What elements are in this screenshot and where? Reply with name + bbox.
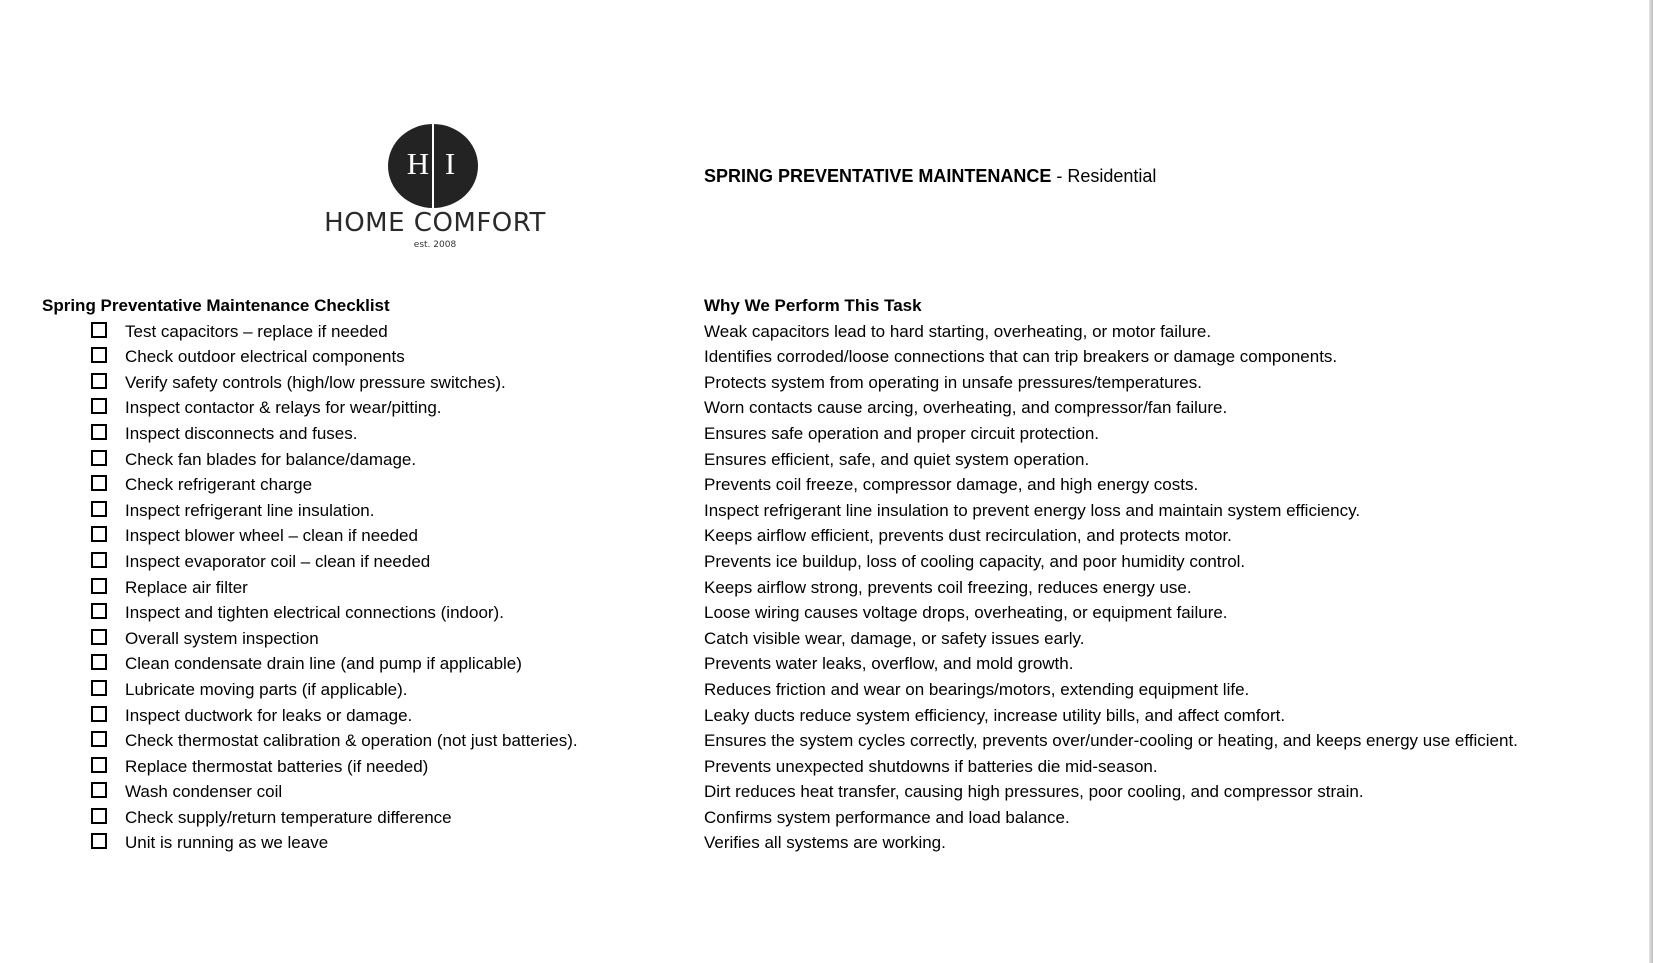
reason-item: Loose wiring causes voltage drops, overheating, or equipment failure. [704,603,1228,623]
checklist-item-label: Check thermostat calibration & operation (not just batteries). [125,731,578,751]
checklist-item [42,703,682,729]
checklist-item [42,395,682,421]
reason-item: Leaky ducts reduce system efficiency, increase utility bills, and affect comfort. [704,705,1286,725]
checklist-item-label: Verify safety controls (high/low pressure switches). [125,372,506,392]
reason-item: Keeps airflow strong, prevents coil freezing, reduces energy use. [704,577,1192,597]
checklist-item-label: Check outdoor electrical components [125,347,405,367]
reason-items [704,319,1584,856]
checklist-item-label: Wash condenser coil [125,782,283,802]
checklist-item [42,600,682,626]
checklist-item-label: Test capacitors – replace if needed [125,321,388,341]
maintenance-checklist [42,293,682,856]
checklist-item [42,728,682,754]
reason-item: Confirms system performance and load balance. [704,807,1070,827]
reason-item: Prevents water leaks, overflow, and mold growth. [704,654,1074,674]
reason-item: Prevents coil freeze, compressor damage, and high energy costs. [704,475,1199,495]
checklist-item-label: Inspect and tighten electrical connections (indoor). [125,603,504,623]
reason-item: Inspect refrigerant line insulation to prevent energy loss and maintain system efficiency. [704,500,1361,520]
home-comfort-logo [305,122,565,254]
page-edge [1649,0,1653,963]
checkbox[interactable] [91,654,107,670]
checkbox[interactable] [91,526,107,542]
checkbox[interactable] [91,578,107,594]
reason-item: Dirt reduces heat transfer, causing high pressures, poor cooling, and compressor strain. [704,782,1364,802]
checkbox[interactable] [91,424,107,440]
reason-item: Weak capacitors lead to hard starting, overheating, or motor failure. [704,321,1212,341]
checklist-heading: Spring Preventative Maintenance Checklist [42,296,390,315]
checkbox[interactable] [91,629,107,645]
checklist-item [42,370,682,396]
checklist-item-label: Check fan blades for balance/damage. [125,449,417,469]
checklist-item [42,754,682,780]
checklist-item [42,779,682,805]
task-reasons [704,293,1584,856]
checkbox[interactable] [91,757,107,773]
checkbox[interactable] [91,808,107,824]
checkbox[interactable] [91,706,107,722]
reason-item: Protects system from operating in unsafe pressures/temperatures. [704,372,1202,392]
checklist-item [42,498,682,524]
checklist-item-label: Clean condensate drain line (and pump if applicable) [125,654,522,674]
checkbox[interactable] [91,398,107,414]
reason-item: Ensures safe operation and proper circuit protection. [704,423,1100,443]
checklist-item [42,805,682,831]
checklist-item-label: Unit is running as we leave [125,833,329,853]
checklist-item-label: Replace thermostat batteries (if needed) [125,756,429,776]
document-title-main: SPRING PREVENTATIVE MAINTENANCE [704,166,1052,186]
checklist-items [42,319,682,856]
checklist-item [42,421,682,447]
checklist-item [42,472,682,498]
checklist-item-label: Overall system inspection [125,628,319,648]
checklist-item-label: Lubricate moving parts (if applicable). [125,679,408,699]
checkbox[interactable] [91,347,107,363]
reason-item: Identifies corroded/loose connections that can trip breakers or damage components. [704,347,1338,367]
checklist-item [42,319,682,345]
checkbox[interactable] [91,475,107,491]
checklist-item-label: Inspect contactor & relays for wear/pitting. [125,398,442,418]
document-title [704,164,1156,188]
checkbox[interactable] [91,450,107,466]
checkbox[interactable] [91,603,107,619]
reason-item: Keeps airflow efficient, prevents dust recirculation, and protects motor. [704,526,1232,546]
checkbox[interactable] [91,833,107,849]
logo-established: est. 2008 [413,240,457,250]
checklist-item-label: Inspect refrigerant line insulation. [125,500,375,520]
checkbox[interactable] [91,782,107,798]
logo-company-name: HOME COMFORT [324,208,546,238]
logo-circle [388,124,478,208]
reason-item: Ensures efficient, safe, and quiet system operation. [704,449,1090,469]
reason-item: Ensures the system cycles correctly, prevents over/under-cooling or heating, and keeps energy use efficient. [704,731,1518,751]
checklist-item [42,344,682,370]
checklist-item [42,651,682,677]
logo-initials: H I [406,146,460,181]
checklist-item [42,447,682,473]
reason-item: Worn contacts cause arcing, overheating, and compressor/fan failure. [704,398,1228,418]
checkbox[interactable] [91,552,107,568]
reason-item: Prevents ice buildup, loss of cooling capacity, and poor humidity control. [704,551,1246,571]
checklist-item [42,549,682,575]
checklist-item-label: Inspect disconnects and fuses. [125,423,358,443]
reason-item: Prevents unexpected shutdowns if batteries die mid-season. [704,756,1158,776]
document-title-suffix: - Residential [1051,166,1157,186]
checklist-item-label: Check supply/return temperature difference [125,807,452,827]
checklist-item-label: Inspect blower wheel – clean if needed [125,526,418,546]
checkbox[interactable] [91,373,107,389]
reason-item: Verifies all systems are working. [704,833,946,853]
checkbox[interactable] [91,680,107,696]
checklist-item-label: Check refrigerant charge [125,475,313,495]
checklist-item [42,830,682,856]
checklist-item-label: Replace air filter [125,577,248,597]
checklist-item [42,575,682,601]
reason-item: Reduces friction and wear on bearings/motors, extending equipment life. [704,679,1250,699]
checkbox[interactable] [91,731,107,747]
checklist-item [42,523,682,549]
checklist-item [42,626,682,652]
checklist-item-label: Inspect ductwork for leaks or damage. [125,705,413,725]
reasons-heading: Why We Perform This Task [704,296,922,315]
checklist-item [42,677,682,703]
checklist-item-label: Inspect evaporator coil – clean if needed [125,551,431,571]
checkbox[interactable] [91,322,107,338]
checkbox[interactable] [91,501,107,517]
reason-item: Catch visible wear, damage, or safety issues early. [704,628,1085,648]
